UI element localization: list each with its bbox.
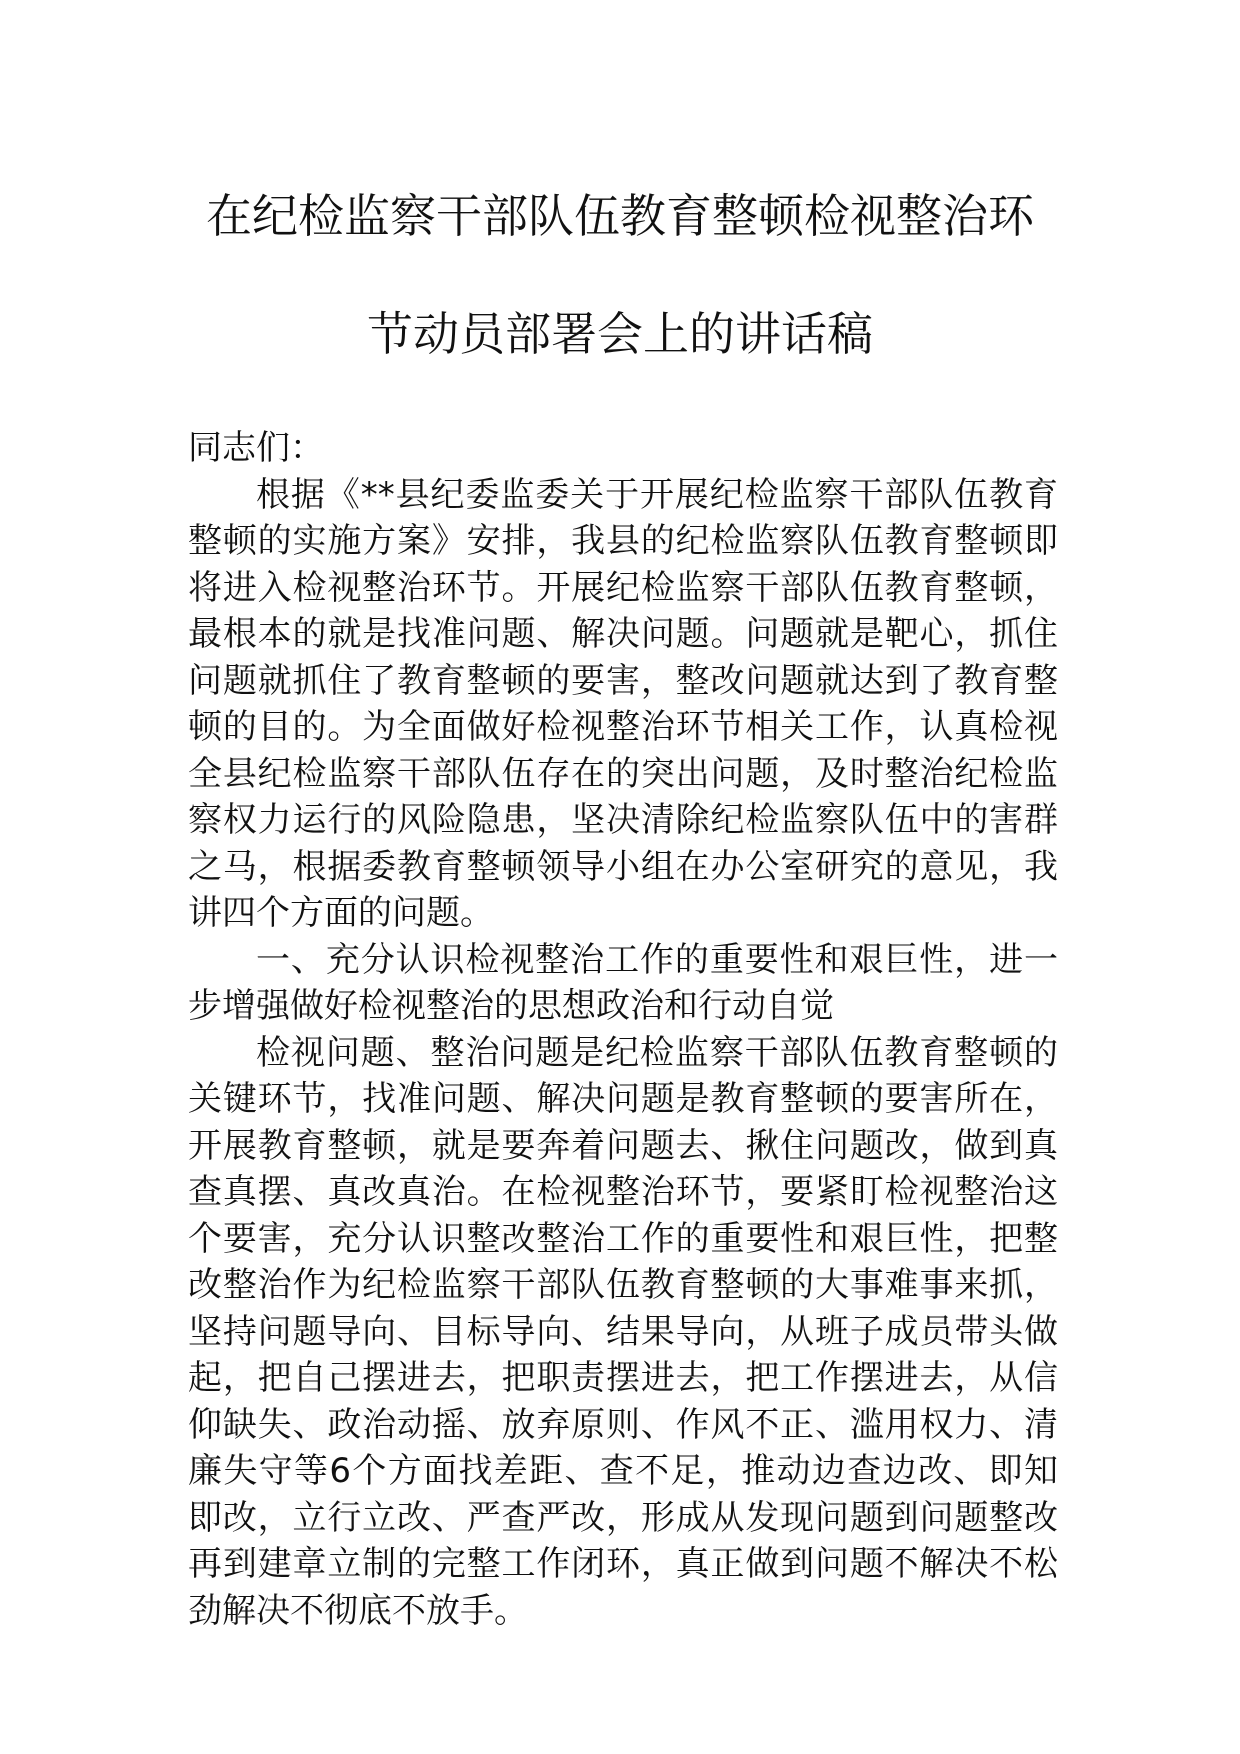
document-title-line-1: 在纪检监察干部队伍教育整顿检视整治环: [206, 189, 1034, 243]
salutation: 同志们：: [188, 428, 324, 468]
section-heading-1: 一、充分认识检视整治工作的重要性和艰巨性，进一步增强做好检视整治的思想政治和行动自觉: [188, 939, 1058, 1026]
paragraph-section-1: 检视问题、整治问题是纪检监察干部队伍教育整顿的关键环节，找准问题、解决问题是教育整顿的要害所在，开展教育整顿，就是要奔着问题去、揪住问题改，做到真查真摆、真改真治。在检视整治环节，要紧盯检视整治这个要害，充分认识整改整治工作的重要性和艰巨性，把整改整治作为纪检监察干部队伍教育整顿的大事难事来抓，坚持问题导向、目标导向、结果导向，从班子成员带头做起，把自己摆进去，把职责摆进去，把工作摆进去，从信仰缺失、政治动摇、放弃原则、作风不正、滥用权力、清廉失守等6个方面找差距、查不足，推动边查边改、即知即改，立行立改、严查严改，形成从发现问题到问题整改再到建章立制的完整工作闭环，真正做到问题不解决不松劲解决不彻底不放手。: [188, 1032, 1058, 1631]
document-title-line-2: 节动员部署会上的讲话稿: [367, 307, 873, 361]
paragraph-intro: 根据《**县纪委监委关于开展纪检监察干部队伍教育整顿的实施方案》安排，我县的纪检监察队伍教育整顿即将进入检视整治环节。开展纪检监察干部队伍教育整顿，最根本的就是找准问题、解决问题。问题就是靶心，抓住问题就抓住了教育整顿的要害，整改问题就达到了教育整顿的目的。为全面做好检视整治环节相关工作，认真检视全县纪检监察干部队伍存在的突出问题，及时整治纪检监察权力运行的风险隐患，坚决清除纪检监察队伍中的害群之马，根据委教育整顿领导小组在办公室研究的意见，我讲四个方面的问题。: [188, 474, 1058, 933]
document-body: [188, 425, 1058, 1634]
